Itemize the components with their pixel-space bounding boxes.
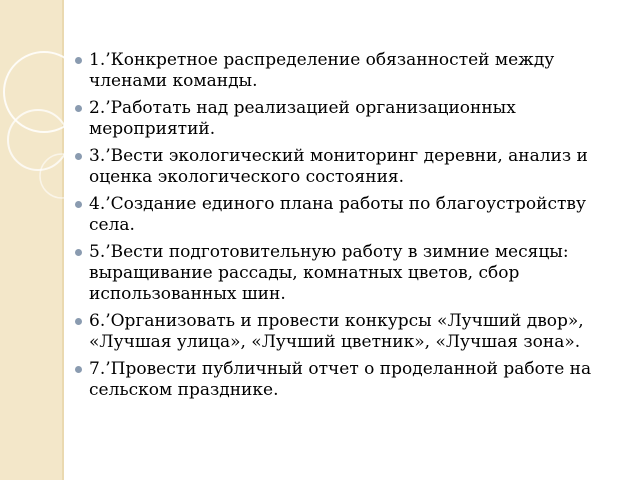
list-item bbox=[76, 242, 632, 305]
list-item-text: 7.’Провести публичный отчет о проделанной работе на сельском празднике. bbox=[89, 359, 592, 400]
list-item bbox=[76, 98, 632, 140]
list-item-text: 3.’Вести экологический мониторинг деревни, анализ и оценка экологического состояния. bbox=[89, 146, 588, 187]
bullet-icon bbox=[75, 153, 82, 160]
list-item bbox=[76, 359, 632, 401]
content-area bbox=[76, 50, 632, 407]
task-list bbox=[76, 50, 632, 401]
list-item bbox=[76, 50, 632, 92]
bullet-icon bbox=[75, 105, 82, 112]
list-item bbox=[76, 194, 632, 236]
list-item-text: 4.’Создание единого плана работы по благоустройству села. bbox=[89, 194, 586, 235]
list-item bbox=[76, 311, 632, 353]
list-item-text: 6.’Организовать и провести конкурсы «Лучший двор», «Лучшая улица», «Лучший цветник», «Лучшая зона». bbox=[89, 311, 584, 352]
list-item-text: 1.’Конкретное распределение обязанностей между членами команды. bbox=[89, 50, 555, 91]
bullet-icon bbox=[75, 249, 82, 256]
list-item bbox=[76, 146, 632, 188]
bullet-icon bbox=[75, 57, 82, 64]
bullet-icon bbox=[75, 318, 82, 325]
list-item-text: 2.’Работать над реализацией организационных мероприятий. bbox=[89, 98, 516, 139]
list-item-text: 5.’Вести подготовительную работу в зимние месяцы: выращивание рассады, комнатных цветов, сбор использованных шин. bbox=[89, 242, 569, 304]
bullet-icon bbox=[75, 201, 82, 208]
bullet-icon bbox=[75, 366, 82, 373]
